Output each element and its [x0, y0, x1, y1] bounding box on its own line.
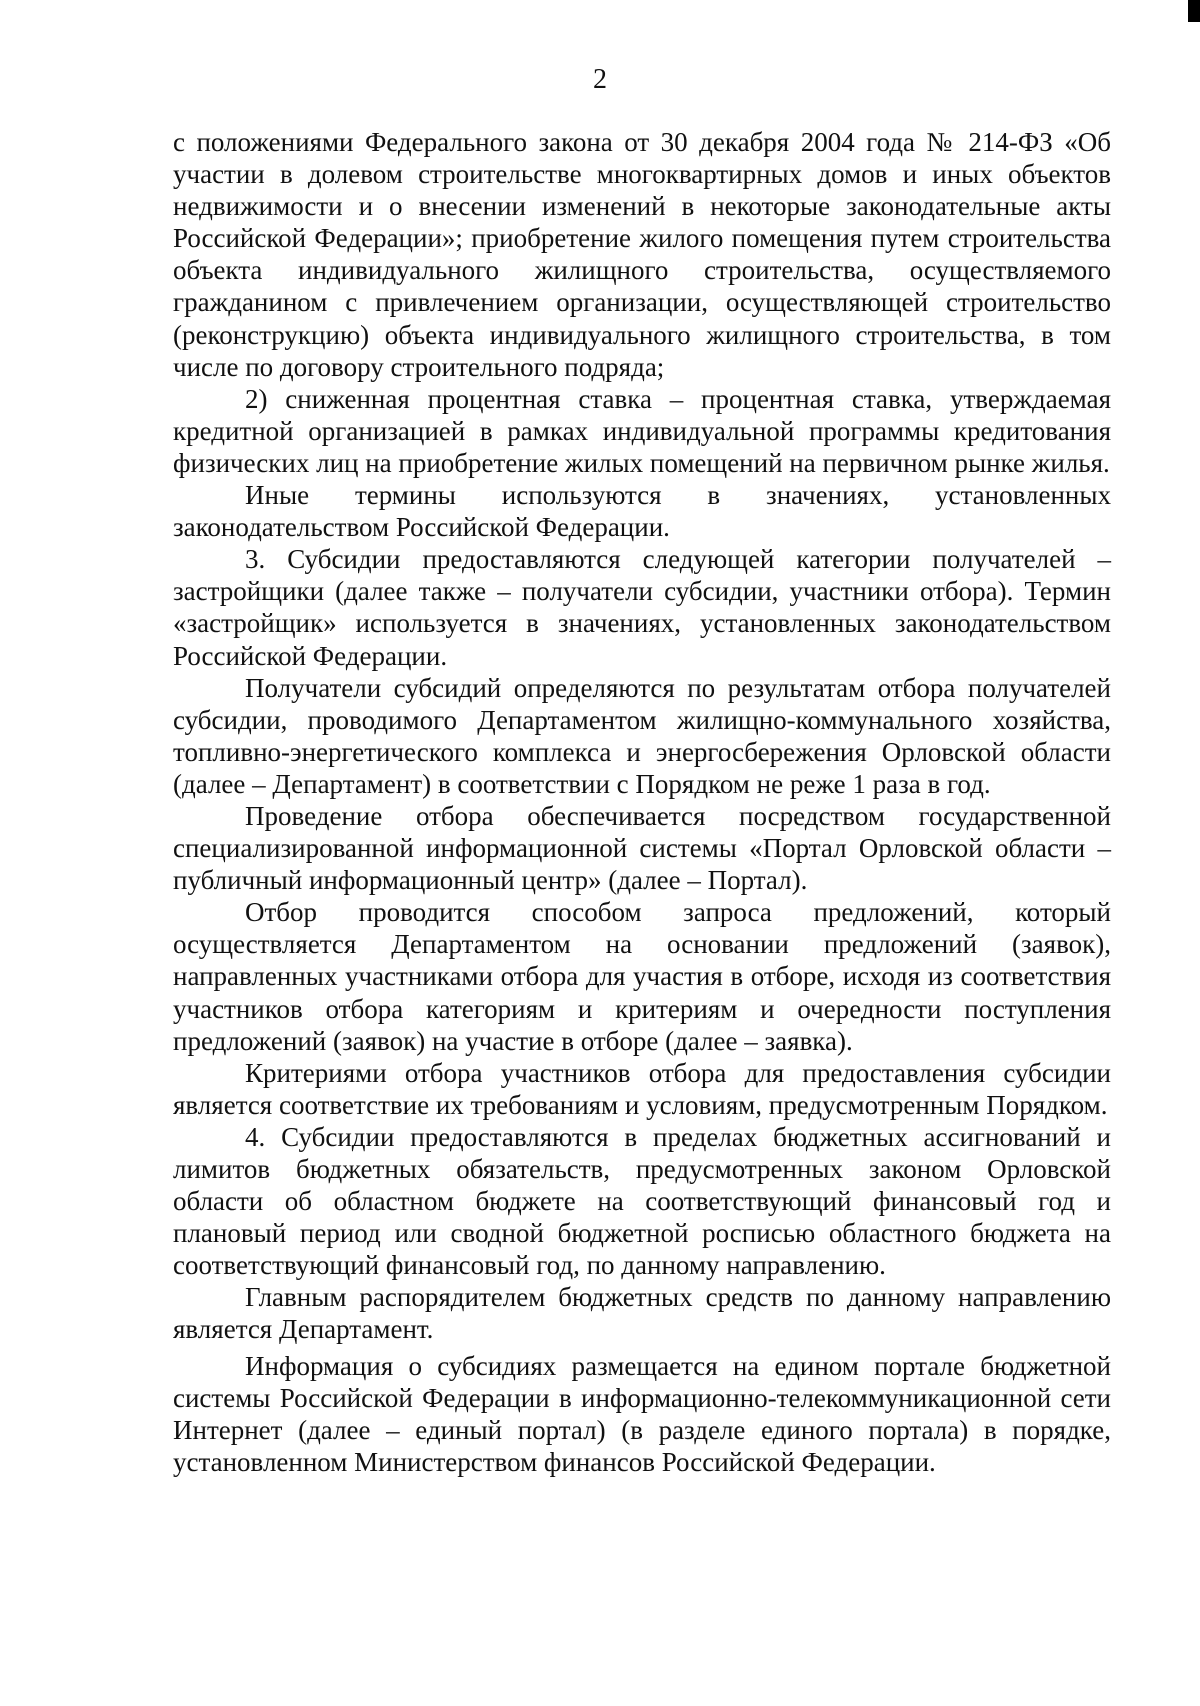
document-body	[173, 126, 1111, 1478]
scan-corner-mark	[1188, 0, 1200, 22]
paragraph-continuation: с положениями Федерального закона от 30 декабря 2004 года № 214-ФЗ «Об участии в долевом строительстве многоквартирных домов и иных объектов недвижимости и о внесении изменений в некоторые законодательные акты Российской Федерации»; приобретение жилого помещения путем строительства объекта индивидуального жилищного строительства, осуществляемого гражданином с привлечением организации, осуществляющей строительство (реконструкцию) объекта индивидуального жилищного строительства, в том числе по договору строительного подряда;	[173, 127, 1111, 382]
paragraph-item-4: 4. Субсидии предоставляются в пределах бюджетных ассигнований и лимитов бюджетных обязательств, предусмотренных законом Орловской области об областном бюджете на соответствующий финансовый год и плановый период или сводной бюджетной росписью областного бюджета на соответствующий финансовый год, по данному направлению.	[173, 1121, 1111, 1281]
paragraph-unified-portal: Информация о субсидиях размещается на едином портале бюджетной системы Российской Федерации в информационно-телекоммуникационной сети Интернет (далее – единый портал) (в разделе единого портала) в порядке, установленном Министерством финансов Российской Федерации.	[173, 1350, 1111, 1477]
paragraph-selection-portal: Проведение отбора обеспечивается посредством государственной специализированной информационной системы «Портал Орловской области – публичный информационный центр» (далее – Портал).	[173, 800, 1111, 896]
paragraph-item-3: 3. Субсидии предоставляются следующей категории получателей – застройщики (далее также – получатели субсидии, участники отбора). Термин «застройщик» используется в значениях, установленных законодательством Российской Федерации.	[173, 544, 1111, 671]
page-number: 2	[593, 64, 607, 95]
paragraph-selection-criteria: Критериями отбора участников отбора для предоставления субсидии является соответствие их требованиям и условиям, предусмотренным Порядком.	[173, 1057, 1111, 1120]
paragraph-chief-administrator: Главным распорядителем бюджетных средств по данному направлению является Департамент.	[173, 1282, 1111, 1345]
paragraph-other-terms: Иные термины используются в значениях, установленных законодательством Российской Федерации.	[173, 480, 1111, 543]
paragraph-recipients: Получатели субсидий определяются по результатам отбора получателей субсидии, проводимого Департаментом жилищно-коммунального хозяйства, топливно-энергетического комплекса и энергосбережения Орловской области (далее – Департамент) в соответствии с Порядком не реже 1 раза в год.	[173, 672, 1111, 799]
paragraph-item-2: 2) сниженная процентная ставка – процентная ставка, утверждаемая кредитной организацией в рамках индивидуальной программы кредитования физических лиц на приобретение жилых помещений на первичном рынке жилья.	[173, 383, 1111, 478]
paragraph-selection-method: Отбор проводится способом запроса предложений, который осуществляется Департаментом на основании предложений (заявок), направленных участниками отбора для участия в отборе, исходя из соответствия участников отбора категориям и критериям и очередности поступления предложений (заявок) на участие в отборе (далее – заявка).	[173, 897, 1111, 1056]
